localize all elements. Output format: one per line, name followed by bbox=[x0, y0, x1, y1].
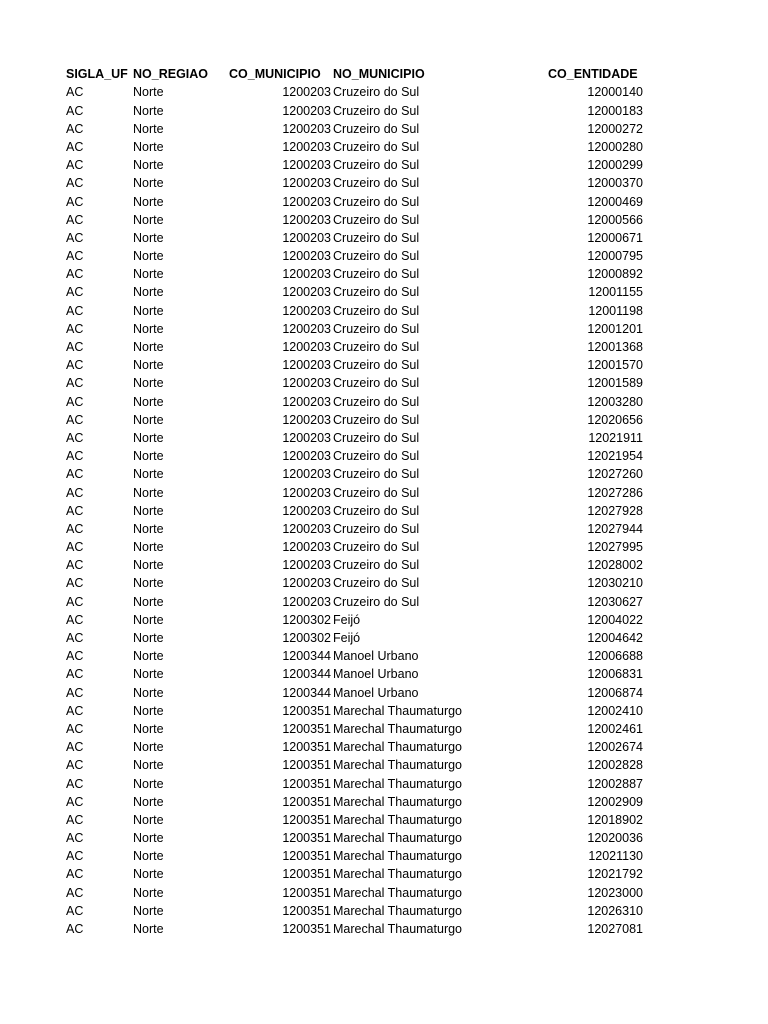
cell-no-regiao: Norte bbox=[133, 194, 164, 209]
cell-no-regiao: Norte bbox=[133, 176, 164, 191]
cell-sigla-uf: AC bbox=[66, 430, 84, 445]
cell-no-regiao: Norte bbox=[133, 849, 164, 864]
cell-sigla-uf: AC bbox=[66, 576, 84, 591]
cell-no-regiao: Norte bbox=[133, 139, 164, 154]
cell-co-entidade: 12021792 bbox=[587, 867, 643, 882]
cell-co-municipio: 1200203 bbox=[282, 485, 331, 500]
cell-no-municipio: Cruzeiro do Sul bbox=[333, 267, 420, 282]
cell-no-municipio: Cruzeiro do Sul bbox=[333, 103, 420, 118]
cell-no-municipio: Cruzeiro do Sul bbox=[333, 503, 420, 518]
column-header-no-regiao: NO_REGIAO bbox=[133, 67, 209, 81]
table-row bbox=[0, 829, 768, 847]
cell-co-entidade: 12000280 bbox=[587, 139, 643, 154]
cell-co-municipio: 1200203 bbox=[282, 285, 331, 300]
cell-no-municipio: Cruzeiro do Sul bbox=[333, 321, 420, 336]
cell-co-municipio: 1200344 bbox=[282, 685, 331, 700]
cell-no-regiao: Norte bbox=[133, 794, 164, 809]
table-row bbox=[0, 920, 768, 938]
data-table bbox=[0, 65, 768, 938]
column-header-no-municipio: NO_MUNICIPIO bbox=[333, 67, 425, 81]
cell-co-municipio: 1200203 bbox=[282, 267, 331, 282]
cell-no-regiao: Norte bbox=[133, 521, 164, 536]
cell-sigla-uf: AC bbox=[66, 267, 84, 282]
cell-no-municipio: Marechal Thaumaturgo bbox=[333, 758, 463, 773]
cell-no-municipio: Cruzeiro do Sul bbox=[333, 430, 420, 445]
cell-no-regiao: Norte bbox=[133, 358, 164, 373]
cell-no-regiao: Norte bbox=[133, 485, 164, 500]
cell-co-entidade: 12000370 bbox=[587, 176, 643, 191]
cell-no-regiao: Norte bbox=[133, 703, 164, 718]
cell-sigla-uf: AC bbox=[66, 103, 84, 118]
cell-co-entidade: 12002887 bbox=[587, 776, 643, 791]
cell-no-municipio: Cruzeiro do Sul bbox=[333, 558, 420, 573]
cell-no-regiao: Norte bbox=[133, 412, 164, 427]
column-header-co-entidade: CO_ENTIDADE bbox=[548, 67, 638, 81]
cell-co-entidade: 12002909 bbox=[587, 794, 643, 809]
cell-no-regiao: Norte bbox=[133, 285, 164, 300]
cell-no-regiao: Norte bbox=[133, 103, 164, 118]
cell-sigla-uf: AC bbox=[66, 321, 84, 336]
cell-sigla-uf: AC bbox=[66, 485, 84, 500]
table-row bbox=[0, 338, 768, 356]
table-row bbox=[0, 211, 768, 229]
cell-co-municipio: 1200203 bbox=[282, 85, 331, 100]
cell-co-entidade: 12000140 bbox=[587, 85, 643, 100]
cell-co-municipio: 1200344 bbox=[282, 667, 331, 682]
cell-no-municipio: Cruzeiro do Sul bbox=[333, 358, 420, 373]
cell-no-regiao: Norte bbox=[133, 649, 164, 664]
table-row bbox=[0, 738, 768, 756]
table-row bbox=[0, 502, 768, 520]
cell-co-entidade: 12000566 bbox=[587, 212, 643, 227]
cell-co-municipio: 1200203 bbox=[282, 521, 331, 536]
cell-no-regiao: Norte bbox=[133, 922, 164, 937]
table-row bbox=[0, 374, 768, 392]
cell-no-regiao: Norte bbox=[133, 85, 164, 100]
table-row bbox=[0, 465, 768, 483]
cell-co-entidade: 12028002 bbox=[587, 558, 643, 573]
cell-co-municipio: 1200203 bbox=[282, 176, 331, 191]
cell-sigla-uf: AC bbox=[66, 358, 84, 373]
cell-co-entidade: 12000272 bbox=[587, 121, 643, 136]
cell-no-municipio: Marechal Thaumaturgo bbox=[333, 867, 463, 882]
cell-no-regiao: Norte bbox=[133, 667, 164, 682]
cell-no-regiao: Norte bbox=[133, 121, 164, 136]
cell-sigla-uf: AC bbox=[66, 521, 84, 536]
table-row bbox=[0, 356, 768, 374]
cell-no-municipio: Cruzeiro do Sul bbox=[333, 249, 420, 264]
cell-sigla-uf: AC bbox=[66, 412, 84, 427]
cell-sigla-uf: AC bbox=[66, 594, 84, 609]
cell-no-regiao: Norte bbox=[133, 812, 164, 827]
cell-co-municipio: 1200203 bbox=[282, 230, 331, 245]
cell-co-municipio: 1200351 bbox=[282, 849, 331, 864]
table-row bbox=[0, 756, 768, 774]
cell-co-municipio: 1200351 bbox=[282, 812, 331, 827]
cell-sigla-uf: AC bbox=[66, 340, 84, 355]
cell-sigla-uf: AC bbox=[66, 303, 84, 318]
cell-sigla-uf: AC bbox=[66, 194, 84, 209]
cell-no-municipio: Marechal Thaumaturgo bbox=[333, 831, 463, 846]
cell-no-regiao: Norte bbox=[133, 740, 164, 755]
cell-no-regiao: Norte bbox=[133, 230, 164, 245]
cell-sigla-uf: AC bbox=[66, 230, 84, 245]
cell-no-municipio: Cruzeiro do Sul bbox=[333, 540, 420, 555]
cell-no-municipio: Cruzeiro do Sul bbox=[333, 212, 420, 227]
cell-no-regiao: Norte bbox=[133, 867, 164, 882]
cell-no-regiao: Norte bbox=[133, 776, 164, 791]
cell-co-entidade: 12001368 bbox=[587, 340, 643, 355]
cell-no-regiao: Norte bbox=[133, 612, 164, 627]
table-row bbox=[0, 429, 768, 447]
cell-no-regiao: Norte bbox=[133, 685, 164, 700]
cell-no-municipio: Marechal Thaumaturgo bbox=[333, 703, 463, 718]
table-row bbox=[0, 120, 768, 138]
table-row bbox=[0, 811, 768, 829]
cell-sigla-uf: AC bbox=[66, 922, 84, 937]
cell-no-municipio: Cruzeiro do Sul bbox=[333, 303, 420, 318]
cell-co-entidade: 12004022 bbox=[587, 612, 643, 627]
column-header-co-municipio: CO_MUNICIPIO bbox=[229, 67, 321, 81]
cell-sigla-uf: AC bbox=[66, 667, 84, 682]
cell-co-entidade: 12026310 bbox=[587, 903, 643, 918]
cell-co-entidade: 12002674 bbox=[587, 740, 643, 755]
cell-co-municipio: 1200203 bbox=[282, 594, 331, 609]
cell-no-municipio: Cruzeiro do Sul bbox=[333, 194, 420, 209]
cell-no-municipio: Marechal Thaumaturgo bbox=[333, 885, 463, 900]
cell-co-entidade: 12030210 bbox=[587, 576, 643, 591]
cell-no-municipio: Manoel Urbano bbox=[333, 667, 419, 682]
cell-sigla-uf: AC bbox=[66, 449, 84, 464]
cell-co-entidade: 12027286 bbox=[587, 485, 643, 500]
table-row bbox=[0, 884, 768, 902]
cell-no-regiao: Norte bbox=[133, 503, 164, 518]
table-row bbox=[0, 629, 768, 647]
cell-co-entidade: 12021911 bbox=[588, 430, 643, 445]
cell-sigla-uf: AC bbox=[66, 721, 84, 736]
cell-co-municipio: 1200203 bbox=[282, 503, 331, 518]
cell-co-entidade: 12020036 bbox=[587, 831, 643, 846]
cell-sigla-uf: AC bbox=[66, 285, 84, 300]
cell-sigla-uf: AC bbox=[66, 612, 84, 627]
cell-no-municipio: Cruzeiro do Sul bbox=[333, 412, 420, 427]
cell-no-municipio: Cruzeiro do Sul bbox=[333, 139, 420, 154]
cell-co-municipio: 1200351 bbox=[282, 758, 331, 773]
cell-co-municipio: 1200203 bbox=[282, 249, 331, 264]
table-row bbox=[0, 283, 768, 301]
cell-co-municipio: 1200203 bbox=[282, 194, 331, 209]
cell-no-regiao: Norte bbox=[133, 903, 164, 918]
cell-co-entidade: 12003280 bbox=[587, 394, 643, 409]
cell-no-regiao: Norte bbox=[133, 249, 164, 264]
cell-co-municipio: 1200203 bbox=[282, 412, 331, 427]
cell-co-entidade: 12006688 bbox=[587, 649, 643, 664]
cell-no-regiao: Norte bbox=[133, 303, 164, 318]
table-row bbox=[0, 174, 768, 192]
cell-sigla-uf: AC bbox=[66, 685, 84, 700]
cell-co-entidade: 12002410 bbox=[587, 703, 643, 718]
cell-sigla-uf: AC bbox=[66, 812, 84, 827]
table-body bbox=[0, 83, 768, 938]
cell-co-entidade: 12004642 bbox=[587, 631, 643, 646]
cell-no-municipio: Marechal Thaumaturgo bbox=[333, 794, 463, 809]
cell-co-municipio: 1200351 bbox=[282, 867, 331, 882]
cell-co-entidade: 12002828 bbox=[587, 758, 643, 773]
cell-no-municipio: Marechal Thaumaturgo bbox=[333, 721, 463, 736]
cell-co-entidade: 12021130 bbox=[588, 849, 643, 864]
cell-no-municipio: Marechal Thaumaturgo bbox=[333, 740, 463, 755]
table-row bbox=[0, 847, 768, 865]
cell-co-entidade: 12000183 bbox=[587, 103, 643, 118]
cell-co-municipio: 1200203 bbox=[282, 139, 331, 154]
table-row bbox=[0, 520, 768, 538]
cell-co-municipio: 1200203 bbox=[282, 340, 331, 355]
cell-co-entidade: 12001198 bbox=[588, 303, 643, 318]
cell-sigla-uf: AC bbox=[66, 758, 84, 773]
cell-co-municipio: 1200203 bbox=[282, 303, 331, 318]
cell-co-municipio: 1200203 bbox=[282, 540, 331, 555]
cell-co-entidade: 12027081 bbox=[587, 922, 643, 937]
cell-no-regiao: Norte bbox=[133, 376, 164, 391]
table-row bbox=[0, 83, 768, 101]
cell-no-municipio: Cruzeiro do Sul bbox=[333, 485, 420, 500]
cell-co-entidade: 12027944 bbox=[587, 521, 643, 536]
cell-no-regiao: Norte bbox=[133, 576, 164, 591]
cell-no-municipio: Cruzeiro do Sul bbox=[333, 576, 420, 591]
table-row bbox=[0, 593, 768, 611]
cell-sigla-uf: AC bbox=[66, 740, 84, 755]
cell-co-entidade: 12018902 bbox=[587, 812, 643, 827]
cell-no-regiao: Norte bbox=[133, 594, 164, 609]
cell-co-municipio: 1200351 bbox=[282, 721, 331, 736]
table-row bbox=[0, 684, 768, 702]
cell-no-municipio: Feijó bbox=[333, 631, 361, 646]
cell-co-municipio: 1200203 bbox=[282, 449, 331, 464]
cell-co-entidade: 12000795 bbox=[587, 249, 643, 264]
table-row bbox=[0, 902, 768, 920]
table-row bbox=[0, 393, 768, 411]
cell-sigla-uf: AC bbox=[66, 794, 84, 809]
table-row bbox=[0, 865, 768, 883]
cell-sigla-uf: AC bbox=[66, 776, 84, 791]
cell-co-entidade: 12030627 bbox=[587, 594, 643, 609]
cell-sigla-uf: AC bbox=[66, 503, 84, 518]
cell-no-municipio: Cruzeiro do Sul bbox=[333, 521, 420, 536]
cell-no-municipio: Marechal Thaumaturgo bbox=[333, 922, 463, 937]
table-row bbox=[0, 611, 768, 629]
table-row bbox=[0, 538, 768, 556]
cell-co-municipio: 1200344 bbox=[282, 649, 331, 664]
cell-no-regiao: Norte bbox=[133, 831, 164, 846]
cell-sigla-uf: AC bbox=[66, 703, 84, 718]
cell-sigla-uf: AC bbox=[66, 903, 84, 918]
cell-co-municipio: 1200351 bbox=[282, 740, 331, 755]
table-row bbox=[0, 702, 768, 720]
table-row bbox=[0, 484, 768, 502]
cell-no-regiao: Norte bbox=[133, 321, 164, 336]
cell-sigla-uf: AC bbox=[66, 649, 84, 664]
cell-co-entidade: 12000299 bbox=[587, 158, 643, 173]
table-row bbox=[0, 138, 768, 156]
cell-co-entidade: 12027928 bbox=[587, 503, 643, 518]
cell-no-municipio: Marechal Thaumaturgo bbox=[333, 903, 463, 918]
table-row bbox=[0, 775, 768, 793]
table-row bbox=[0, 665, 768, 683]
cell-no-regiao: Norte bbox=[133, 449, 164, 464]
cell-co-entidade: 12001201 bbox=[587, 321, 643, 336]
cell-co-municipio: 1200351 bbox=[282, 903, 331, 918]
cell-co-entidade: 12001155 bbox=[588, 285, 643, 300]
table-row bbox=[0, 302, 768, 320]
cell-co-municipio: 1200203 bbox=[282, 394, 331, 409]
cell-co-entidade: 12027995 bbox=[587, 540, 643, 555]
cell-co-municipio: 1200351 bbox=[282, 703, 331, 718]
cell-no-municipio: Cruzeiro do Sul bbox=[333, 376, 420, 391]
cell-co-entidade: 12002461 bbox=[587, 721, 643, 736]
cell-co-municipio: 1200203 bbox=[282, 158, 331, 173]
cell-no-regiao: Norte bbox=[133, 721, 164, 736]
cell-no-municipio: Cruzeiro do Sul bbox=[333, 85, 420, 100]
cell-co-municipio: 1200302 bbox=[282, 612, 331, 627]
cell-sigla-uf: AC bbox=[66, 121, 84, 136]
cell-co-municipio: 1200351 bbox=[282, 885, 331, 900]
cell-sigla-uf: AC bbox=[66, 85, 84, 100]
cell-sigla-uf: AC bbox=[66, 212, 84, 227]
cell-sigla-uf: AC bbox=[66, 631, 84, 646]
cell-no-municipio: Manoel Urbano bbox=[333, 685, 419, 700]
cell-sigla-uf: AC bbox=[66, 540, 84, 555]
cell-sigla-uf: AC bbox=[66, 394, 84, 409]
cell-sigla-uf: AC bbox=[66, 558, 84, 573]
cell-co-entidade: 12006831 bbox=[587, 667, 643, 682]
cell-sigla-uf: AC bbox=[66, 885, 84, 900]
table-row bbox=[0, 720, 768, 738]
cell-co-municipio: 1200351 bbox=[282, 776, 331, 791]
cell-co-entidade: 12021954 bbox=[587, 449, 643, 464]
table-row bbox=[0, 229, 768, 247]
cell-co-municipio: 1200203 bbox=[282, 576, 331, 591]
cell-no-municipio: Marechal Thaumaturgo bbox=[333, 776, 463, 791]
cell-co-entidade: 12001589 bbox=[587, 376, 643, 391]
cell-no-municipio: Manoel Urbano bbox=[333, 649, 419, 664]
cell-no-municipio: Feijó bbox=[333, 612, 361, 627]
table-row bbox=[0, 247, 768, 265]
cell-co-municipio: 1200203 bbox=[282, 121, 331, 136]
cell-sigla-uf: AC bbox=[66, 176, 84, 191]
cell-no-regiao: Norte bbox=[133, 430, 164, 445]
cell-co-entidade: 12000671 bbox=[587, 230, 643, 245]
cell-no-municipio: Cruzeiro do Sul bbox=[333, 230, 420, 245]
cell-co-entidade: 12006874 bbox=[587, 685, 643, 700]
table-row bbox=[0, 320, 768, 338]
cell-sigla-uf: AC bbox=[66, 249, 84, 264]
cell-no-municipio: Cruzeiro do Sul bbox=[333, 340, 420, 355]
cell-co-municipio: 1200203 bbox=[282, 321, 331, 336]
cell-no-regiao: Norte bbox=[133, 758, 164, 773]
cell-co-municipio: 1200203 bbox=[282, 103, 331, 118]
cell-no-regiao: Norte bbox=[133, 394, 164, 409]
cell-sigla-uf: AC bbox=[66, 467, 84, 482]
cell-no-municipio: Cruzeiro do Sul bbox=[333, 158, 420, 173]
cell-co-entidade: 12001570 bbox=[587, 358, 643, 373]
table-row bbox=[0, 411, 768, 429]
cell-co-municipio: 1200351 bbox=[282, 831, 331, 846]
cell-no-regiao: Norte bbox=[133, 212, 164, 227]
cell-no-regiao: Norte bbox=[133, 540, 164, 555]
cell-sigla-uf: AC bbox=[66, 158, 84, 173]
cell-no-municipio: Cruzeiro do Sul bbox=[333, 594, 420, 609]
cell-no-municipio: Marechal Thaumaturgo bbox=[333, 849, 463, 864]
cell-co-municipio: 1200203 bbox=[282, 558, 331, 573]
cell-co-municipio: 1200203 bbox=[282, 376, 331, 391]
cell-no-municipio: Marechal Thaumaturgo bbox=[333, 812, 463, 827]
cell-co-municipio: 1200203 bbox=[282, 358, 331, 373]
cell-no-regiao: Norte bbox=[133, 558, 164, 573]
cell-sigla-uf: AC bbox=[66, 849, 84, 864]
cell-co-municipio: 1200203 bbox=[282, 212, 331, 227]
cell-sigla-uf: AC bbox=[66, 376, 84, 391]
cell-co-entidade: 12020656 bbox=[587, 412, 643, 427]
cell-co-municipio: 1200351 bbox=[282, 922, 331, 937]
cell-co-municipio: 1200203 bbox=[282, 430, 331, 445]
table-row bbox=[0, 102, 768, 120]
cell-co-entidade: 12000892 bbox=[587, 267, 643, 282]
cell-no-regiao: Norte bbox=[133, 885, 164, 900]
table-row bbox=[0, 156, 768, 174]
table-row bbox=[0, 193, 768, 211]
cell-co-municipio: 1200203 bbox=[282, 467, 331, 482]
cell-co-entidade: 12023000 bbox=[587, 885, 643, 900]
table-row bbox=[0, 265, 768, 283]
cell-sigla-uf: AC bbox=[66, 867, 84, 882]
cell-no-regiao: Norte bbox=[133, 340, 164, 355]
cell-co-municipio: 1200302 bbox=[282, 631, 331, 646]
cell-no-municipio: Cruzeiro do Sul bbox=[333, 176, 420, 191]
cell-sigla-uf: AC bbox=[66, 831, 84, 846]
table-row bbox=[0, 793, 768, 811]
cell-co-entidade: 12000469 bbox=[587, 194, 643, 209]
cell-no-regiao: Norte bbox=[133, 467, 164, 482]
table-row bbox=[0, 447, 768, 465]
cell-no-municipio: Cruzeiro do Sul bbox=[333, 394, 420, 409]
cell-no-municipio: Cruzeiro do Sul bbox=[333, 449, 420, 464]
column-header-sigla-uf: SIGLA_UF bbox=[66, 67, 128, 81]
table-header bbox=[0, 65, 768, 83]
cell-no-municipio: Cruzeiro do Sul bbox=[333, 467, 420, 482]
cell-no-municipio: Cruzeiro do Sul bbox=[333, 121, 420, 136]
cell-co-entidade: 12027260 bbox=[587, 467, 643, 482]
cell-sigla-uf: AC bbox=[66, 139, 84, 154]
cell-no-regiao: Norte bbox=[133, 267, 164, 282]
cell-no-municipio: Cruzeiro do Sul bbox=[333, 285, 420, 300]
cell-no-regiao: Norte bbox=[133, 158, 164, 173]
table-row bbox=[0, 647, 768, 665]
cell-co-municipio: 1200351 bbox=[282, 794, 331, 809]
cell-no-regiao: Norte bbox=[133, 631, 164, 646]
table-row bbox=[0, 574, 768, 592]
table-row bbox=[0, 556, 768, 574]
